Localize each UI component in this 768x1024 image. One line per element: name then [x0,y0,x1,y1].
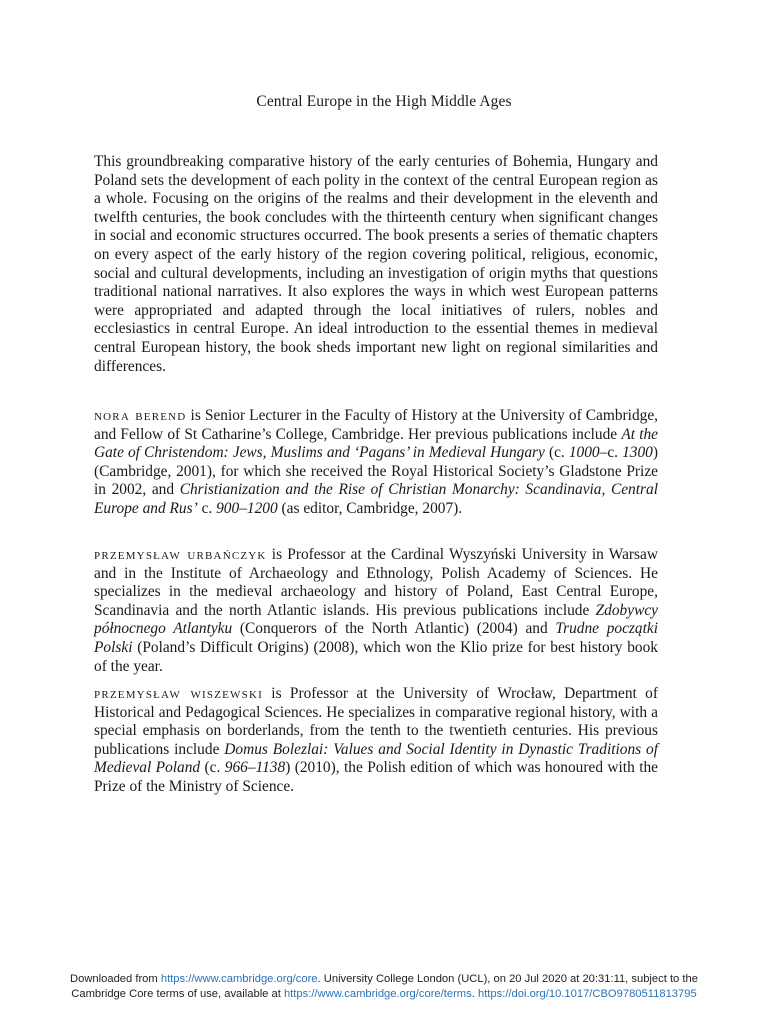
date-italic: 1300 [622,444,653,462]
book-title: Zdobywcy północnego Atlantyku [94,601,658,638]
bio-text: (c. [200,759,225,777]
footer-line-1 [0,972,768,987]
bio-text: (as editor, Cambridge, 2007). [277,499,463,517]
footer-text: Downloaded from [70,973,161,985]
footer-text: . University College London (UCL), on 20 Jul 2020 at 20:31:11, subject to the [317,973,698,985]
terms-link[interactable]: https://www.cambridge.org/core/terms [283,988,472,1000]
bio-text: (Poland’s Difficult Origins) (2008), which won the Klio prize for best history book of the year. [94,638,658,675]
bio-text: c. [197,499,217,517]
author-bio-wiszewski [94,685,658,797]
doi-link[interactable]: https://doi.org/10.1017/CBO9780511813795 [477,988,697,1000]
footer-text: Cambridge Core terms of use, available at [71,988,284,1000]
author-name: przemysław wiszewski [94,685,263,702]
bio-text: (c. [544,444,569,462]
author-bio-urbanczyk [94,546,658,676]
date-italic: 1000 [568,444,600,462]
footer-line-2 [0,987,768,1002]
author-bio-berend [94,407,658,519]
cambridge-core-link[interactable]: https://www.cambridge.org/core [160,973,318,985]
book-title: Christianization and the Rise of Christian Monarchy: Scandinavia, Central Europe and Rus’ [94,481,658,517]
author-name: przemysław urbańczyk [94,546,267,563]
book-description: This groundbreaking comparative history of the early centuries of Bohemia, Hungary and Poland sets the development of each polity in the context of the central European region as a whole. Focusing on the origins of the realms and their development in the eleventh and twelfth centuries, the book concludes with the thirteenth century when significant changes in social and economic structures occurred. The book presents a series of thematic chapters on every aspect of the early history of the region covering political, religious, economic, social and cultural developments, including an investigation of origin myths that questions traditional national narratives. It also explores the ways in which west European patterns were appropriated and adapted through the local initiatives of rulers, nobles and ecclesiastics in central Europe. An ideal introduction to the essential themes in medieval central European history, the book sheds important new light on regional similarities and differences. [94,153,658,375]
bio-text: –c. [599,444,623,462]
page-title: Central Europe in the High Middle Ages [256,93,512,110]
bio-text: (Conquerors of the North Atlantic) (2004) and [232,620,556,638]
book-title: At the Gate of Christendom: Jews, Muslims and ‘Pagans’ in Medieval Hungary [94,425,658,462]
book-title: Trudne początki Polski [94,620,658,656]
date-italic: 966–1138 [224,759,286,777]
bio-text: ) (Cambridge, 2001), for which she received the Royal Historical Society’s Gladstone Prize in 2002, and [94,444,658,499]
bio-text: is Senior Lecturer in the Faculty of History at the University of Cambridge, and Fellow of St Catharine’s College, Cambridge. Her previous publications include [94,407,659,443]
bio-text: is Professor at the University of Wrocław, Department of Historical and Pedagogical Sciences. He specializes in comparative regional history, with a special emphasis on borderlands, from the tenth to the twentieth centuries. His previous publications include [94,685,658,758]
bio-text: is Professor at the Cardinal Wyszyński University in Warsaw and in the Institute of Archaeology and Ethnology, Polish Academy of Sciences. He specializes in the medieval archaeology and history of Poland, East Central Europe, Scandinavia and the north Atlantic islands. His previous publications include [94,546,658,619]
bio-text: ) (2010), the Polish edition of which was honoured with the Prize of the Ministry of Science. [94,759,658,795]
date-italic: 900–1200 [216,499,278,517]
book-title: Domus Bolezlai: Values and Social Identity in Dynastic Traditions of Medieval Poland [94,740,658,777]
author-name: nora berend [94,407,187,424]
download-footer [0,972,768,1002]
footer-text: . [471,988,478,1000]
